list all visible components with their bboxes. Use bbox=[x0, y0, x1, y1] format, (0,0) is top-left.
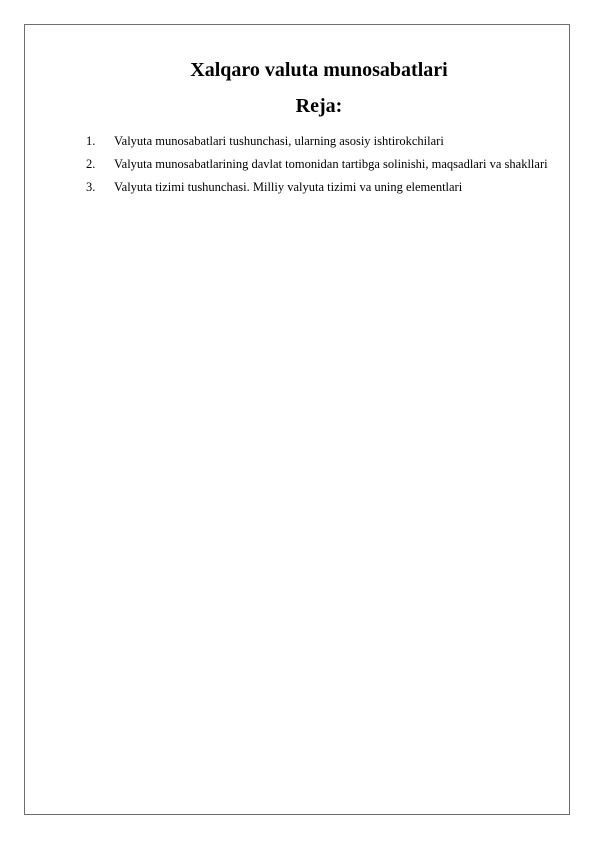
plan-item-3 bbox=[0, 176, 596, 199]
plan-list bbox=[0, 130, 596, 199]
plan-item-number: 1. bbox=[86, 134, 96, 148]
plan-item-text: Valyuta munosabatlarining davlat tomonidan tartibga solinishi, maqsadlari va shakllari bbox=[114, 157, 548, 171]
plan-item-text: Valyuta tizimi tushunchasi. Milliy valyuta tizimi va uning elementlari bbox=[114, 180, 463, 194]
plan-item-text: Valyuta munosabatlari tushunchasi, ularning asosiy ishtirokchilari bbox=[114, 134, 444, 148]
plan-heading: Reja: bbox=[295, 95, 343, 117]
plan-item-2 bbox=[0, 153, 596, 176]
plan-item-number: 3. bbox=[86, 180, 96, 194]
plan-item-1 bbox=[0, 130, 596, 153]
document-title: Xalqaro valuta munosabatlari bbox=[190, 59, 448, 81]
plan-item-number: 2. bbox=[86, 157, 96, 171]
